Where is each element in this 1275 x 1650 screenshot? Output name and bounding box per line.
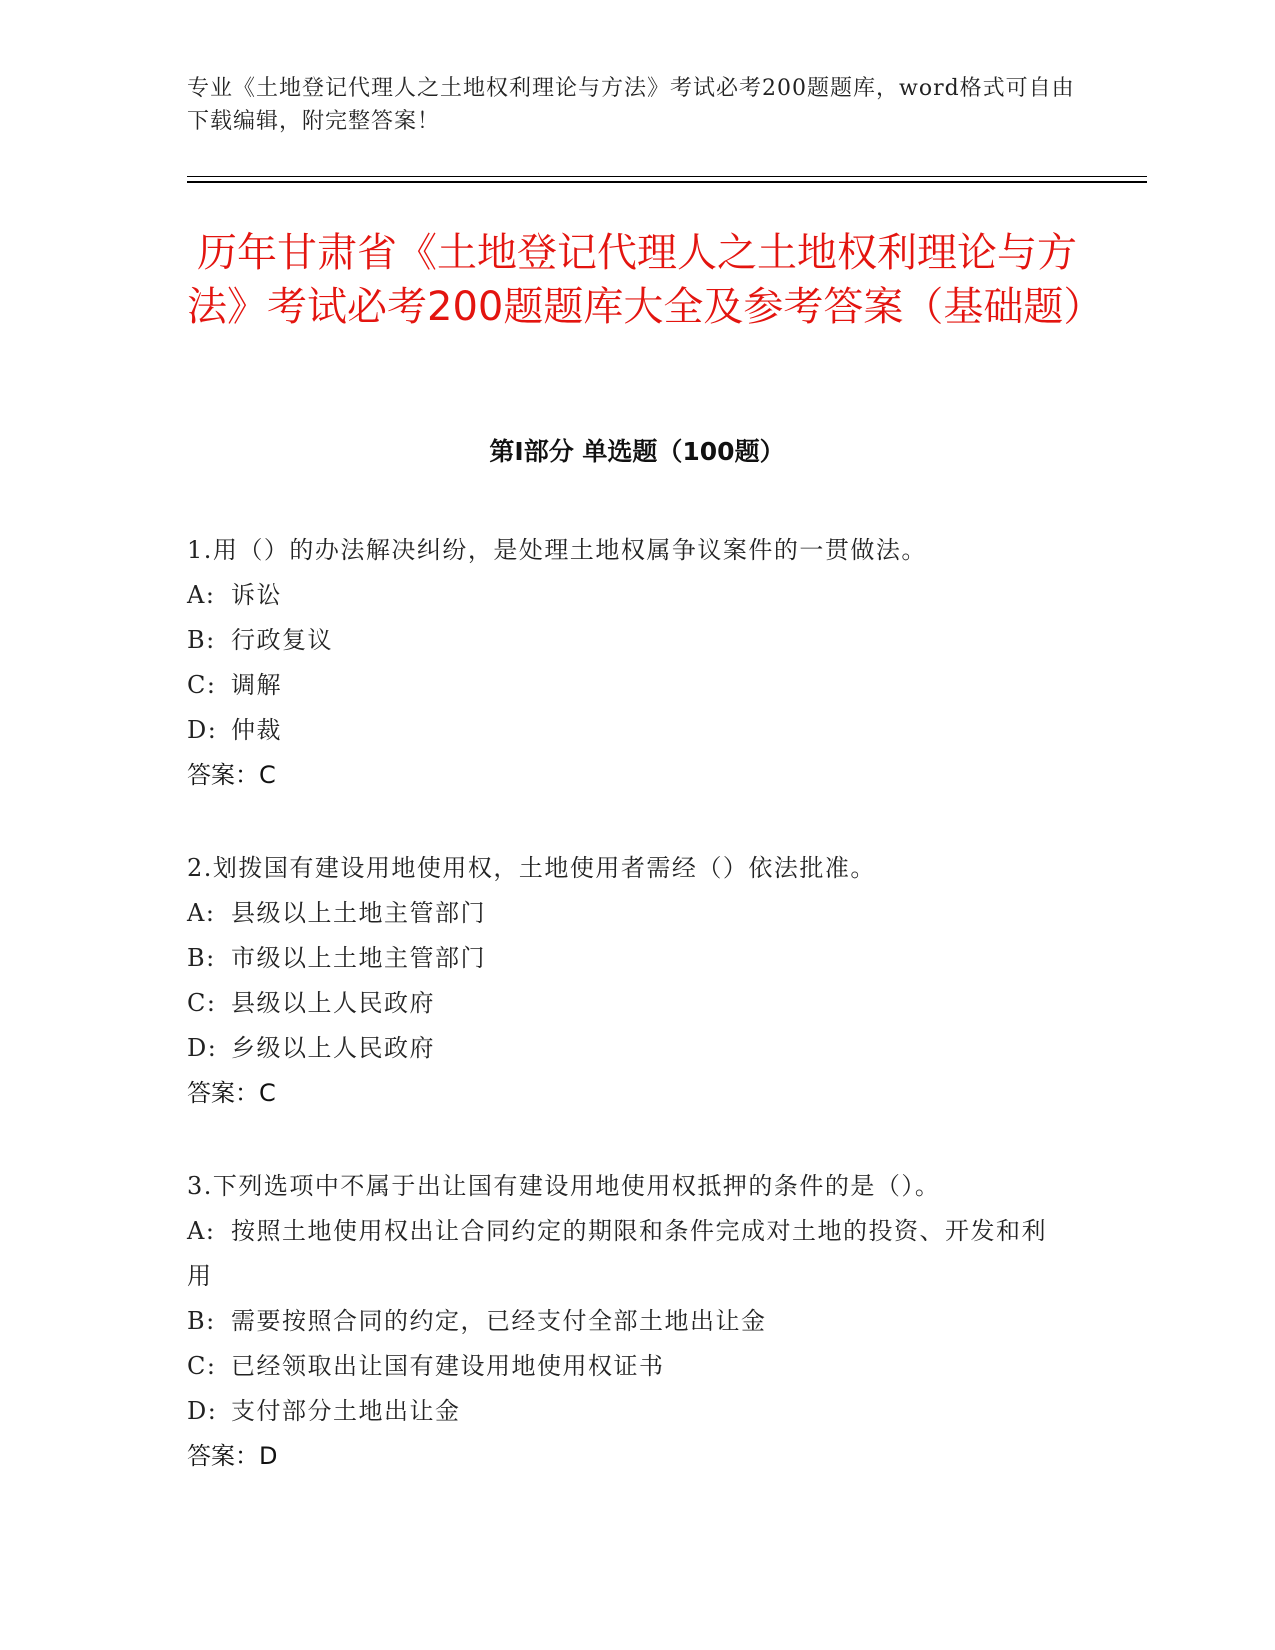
option-a (187, 573, 1067, 618)
option-text: 市级以上土地主管部门 (231, 944, 486, 972)
question-stem: 3.下列选项中不属于出让国有建设用地使用权抵押的条件的是（）。 (187, 1172, 941, 1200)
option-text: 诉讼 (231, 581, 282, 609)
answer-line: 答案：C (187, 761, 276, 789)
option-letter: B: (187, 1307, 216, 1335)
option-text: 已经领取出让国有建设用地使用权证书 (231, 1352, 665, 1380)
option-c (187, 663, 1067, 708)
option-letter: D: (187, 1034, 218, 1062)
option-letter: A: (187, 1217, 216, 1245)
option-letter: B: (187, 944, 216, 972)
option-b (187, 618, 1067, 663)
header-divider-thin (187, 176, 1147, 177)
question-3 (187, 1164, 1067, 1479)
option-text: 支付部分土地出让金 (231, 1397, 461, 1425)
option-text: 行政复议 (231, 626, 333, 654)
option-d (187, 1389, 1067, 1434)
option-c (187, 981, 1067, 1026)
option-b (187, 1299, 1067, 1344)
option-letter: C: (187, 989, 217, 1017)
option-letter: D: (187, 1397, 218, 1425)
option-b (187, 936, 1067, 981)
option-letter: C: (187, 1352, 217, 1380)
document-title: 历年甘肃省《土地登记代理人之土地权利理论与方法》考试必考200题题库大全及参考答案（基础题） (187, 230, 1104, 330)
answer-line: 答案：D (187, 1442, 278, 1470)
option-text: 按照土地使用权出让合同约定的期限和条件完成对土地的投资、开发和利用 (187, 1217, 1047, 1290)
option-d (187, 708, 1067, 753)
question-1 (187, 528, 1067, 798)
option-letter: B: (187, 626, 216, 654)
header-divider-thick (187, 181, 1147, 183)
section-heading: 第Ⅰ部分 单选题（100题） (489, 437, 785, 466)
option-letter: A: (187, 581, 216, 609)
option-letter: A: (187, 899, 216, 927)
option-text: 乡级以上人民政府 (231, 1034, 435, 1062)
option-text: 仲裁 (231, 716, 282, 744)
answer-line: 答案：C (187, 1079, 276, 1107)
option-c (187, 1344, 1067, 1389)
question-stem: 2.划拨国有建设用地使用权，土地使用者需经（）依法批准。 (187, 854, 876, 882)
option-text: 调解 (231, 671, 282, 699)
option-text: 县级以上人民政府 (231, 989, 435, 1017)
question-list (187, 528, 1067, 1527)
option-text: 县级以上土地主管部门 (231, 899, 486, 927)
option-a (187, 1209, 1067, 1299)
option-text: 需要按照合同的约定，已经支付全部土地出让金 (231, 1307, 767, 1335)
option-letter: C: (187, 671, 217, 699)
option-a (187, 891, 1067, 936)
question-2 (187, 846, 1067, 1116)
header-note: 专业《土地登记代理人之土地权利理论与方法》考试必考200题题库，word格式可自由下载编辑，附完整答案！ (187, 76, 1075, 134)
question-stem: 1.用（）的办法解决纠纷，是处理土地权属争议案件的一贯做法。 (187, 536, 927, 564)
option-d (187, 1026, 1067, 1071)
option-letter: D: (187, 716, 218, 744)
